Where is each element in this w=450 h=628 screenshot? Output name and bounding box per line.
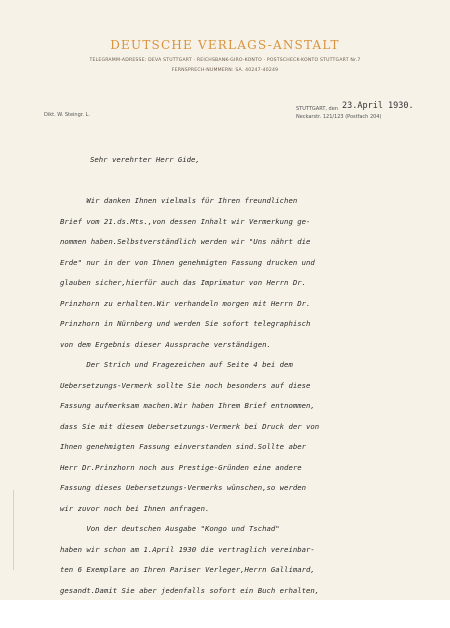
company-name: DEUTSCHE VERLAGS-ANSTALT: [110, 38, 340, 52]
body-line: dass Sie mit diesem Uebersetzungs-Vermerk bei Druck der von: [60, 421, 320, 431]
body-line: haben wir schon am 1.April 1930 die vertraglich vereinbar-: [60, 544, 315, 554]
body-line: Wir danken Ihnen vielmals für Ihren freundlichen: [60, 196, 298, 205]
body-line: glauben sicher,hierfür auch das Imprimatur von Herrn Dr.: [60, 278, 307, 287]
body-line: Uebersetzungs-Vermerk sollte Sie noch besonders auf diese: [60, 380, 311, 390]
sender-address: Neckarstr. 121/123 (Postfach 204): [296, 114, 382, 120]
letter-date: 23.April 1930.: [342, 101, 414, 111]
body-line: Der Strich und Fragezeichen auf Seite 4 bei dem: [60, 360, 293, 369]
body-line: Herr Dr.Prinzhorn noch aus Prestige-Gründen eine andere: [60, 462, 302, 472]
spacer-line: [60, 171, 448, 192]
body-line: wir zuvor noch bei Ihnen anfragen.: [60, 503, 210, 513]
body-line: Prinzhorn in Nürnberg und werden Sie sofort telegraphisch: [60, 319, 311, 328]
body-line: Erde" nur in der von Ihnen genehmigten Fassung drucken und: [60, 257, 315, 267]
body-line: ten 6 Exemplare an Ihren Pariser Verleger,Herrn Gallimard,: [60, 565, 315, 574]
body-line: Prinzhorn zu erhalten.Wir verhandeln morgen mit Herrn Dr.: [60, 298, 311, 308]
body-line: nommen haben.Selbstverständlich werden wir "Uns nährt die: [60, 237, 311, 246]
letter-body: [60, 150, 448, 601]
body-line: Fassung dieses Uebersetzungs-Vermerks wünschen,so werden: [60, 483, 307, 492]
letterhead-contact-line: TELEGRAMM-ADRESSE: DEVA STUTTGART · REICHSBANK-GIRO-KONTO · POSTSCHECK-KONTO STUTTGART Nr.7: [89, 58, 361, 63]
margin-mark: [13, 490, 14, 570]
body-line: Ihnen genehmigten Fassung einverstanden sind.Sollte aber: [60, 442, 307, 451]
body-line: gesandt.Damit Sie aber jedenfalls sofort ein Buch erhalten,: [60, 585, 320, 595]
dictation-reference: Dikt. W. Steingr. L.: [44, 112, 90, 118]
letterhead-phone-line: FERNSPRECH-NUMMERN: SA. 40247-40249: [171, 68, 279, 73]
body-line: Brief vom 21.ds.Mts.,von dessen Inhalt wir Vermerkung ge-: [60, 216, 311, 226]
body-line: von dem Ergebnis dieser Aussprache verständigen.: [60, 339, 271, 349]
body-line: Von der deutschen Ausgabe "Kongo und Tschad": [60, 524, 280, 533]
salutation: Sehr verehrter Herr Gide,: [90, 155, 200, 164]
body-line: Fassung aufmerksam machen.Wir haben Ihrem Brief entnommen,: [60, 401, 315, 410]
place-label: STUTTGART, den: [296, 106, 338, 112]
page-bottom-margin: [0, 600, 450, 628]
